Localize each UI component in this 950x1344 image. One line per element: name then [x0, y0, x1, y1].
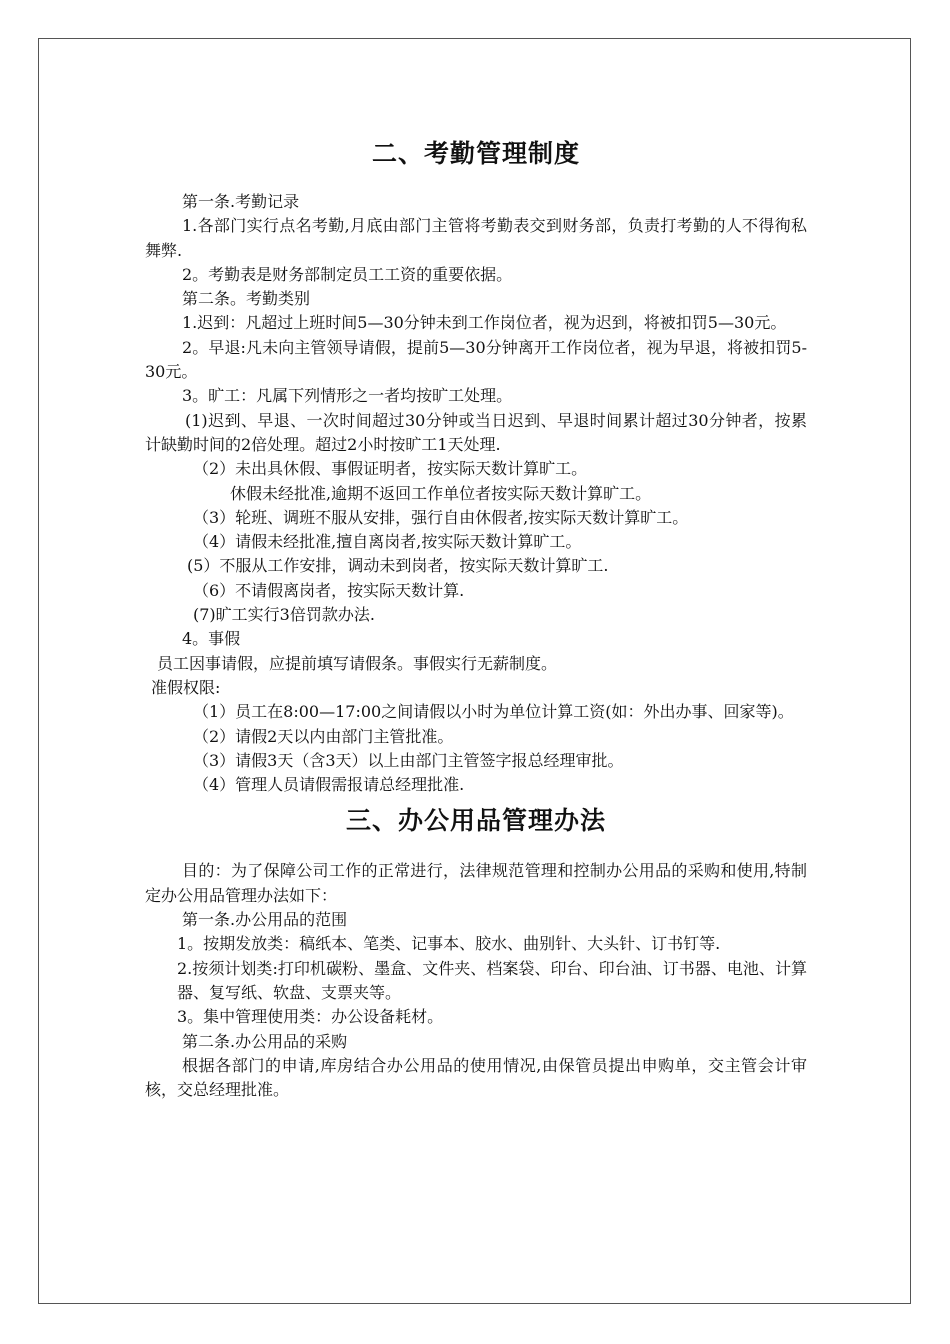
paragraph: 员工因事请假，应提前填写请假条。事假实行无薪制度。 — [157, 653, 558, 673]
section-title-attendance: 二、考勤管理制度 — [371, 139, 580, 168]
list-item: 1。按期发放类：稿纸本、笔类、记事本、胶水、曲别针、大头针、订书钉等. — [177, 934, 721, 954]
article-heading: 第二条。考勤类别 — [182, 289, 311, 309]
list-item: （4）请假未经批准,擅自离岗者,按实际天数计算旷工。 — [193, 532, 582, 552]
section-title-office-supplies: 三、办公用品管理办法 — [345, 806, 606, 836]
paragraph: 根据各部门的申请,库房结合办公用品的使用情况,由保管员提出申购单，交主管会计审核，交总经理批准。 — [145, 1055, 807, 1100]
paragraph: (1)迟到、早退、一次时间超过30分钟或当日迟到、早退时间累计超过30分钟者，按累计缺勤时间的2倍处理。超过2小时按旷工1天处理. — [145, 410, 807, 454]
paragraph: 1.各部门实行点名考勤,月底由部门主管将考勤表交到财务部，负责打考勤的人不得徇私舞弊. — [145, 216, 807, 260]
paragraph: 1.迟到：凡超过上班时间5—30分钟未到工作岗位者，视为迟到，将被扣罚5—30元。 — [182, 313, 787, 333]
list-item: （2）未出具休假、事假证明者，按实际天数计算旷工。 — [193, 459, 588, 479]
list-item: （2）请假2天以内由部门主管批准。 — [193, 726, 454, 746]
list-item: (5）不服从工作安排，调动未到岗者，按实际天数计算旷工. — [187, 556, 609, 576]
document-body — [145, 128, 807, 1102]
list-item: （3）轮班、调班不服从安排，强行自由休假者,按实际天数计算旷工。 — [193, 507, 689, 527]
list-item: (7)旷工实行3倍罚款办法. — [193, 605, 375, 625]
article-heading: 4。事假 — [182, 629, 241, 649]
paragraph: 2。考勤表是财务部制定员工工资的重要依据。 — [182, 264, 513, 284]
article-heading: 第二条.办公用品的采购 — [182, 1031, 348, 1051]
list-item: 休假未经批准,逾期不返回工作单位者按实际天数计算旷工。 — [230, 483, 652, 503]
article-heading: 第一条.办公用品的范围 — [182, 910, 348, 930]
paragraph: 2。早退:凡未向主管领导请假，提前5—30分钟离开工作岗位者，视为早退，将被扣罚5-30元。 — [145, 337, 807, 382]
list-item: （4）管理人员请假需报请总经理批准. — [193, 775, 465, 795]
list-item: （1）员工在8:00—17:00之间请假以小时为单位计算工资(如：外出办事、回家等)。 — [193, 702, 794, 722]
paragraph: 3。旷工：凡属下列情形之一者均按旷工处理。 — [182, 386, 513, 406]
paragraph: 准假权限: — [151, 677, 221, 697]
article-heading: 第一条.考勤记录 — [182, 192, 300, 211]
list-item: 2.按须计划类:打印机碳粉、墨盒、文件夹、档案袋、印台、印台油、订书器、电池、计算器、复写纸、软盘、支票夹等。 — [177, 958, 807, 1002]
list-item: （3）请假3天（含3天）以上由部门主管签字报总经理审批。 — [193, 750, 624, 770]
paragraph: 目的：为了保障公司工作的正常进行，法律规范管理和控制办公用品的采购和使用,特制定办公用品管理办法如下： — [145, 861, 807, 905]
list-item: （6）不请假离岗者，按实际天数计算. — [193, 580, 465, 600]
list-item: 3。集中管理使用类：办公设备耗材。 — [177, 1007, 444, 1027]
